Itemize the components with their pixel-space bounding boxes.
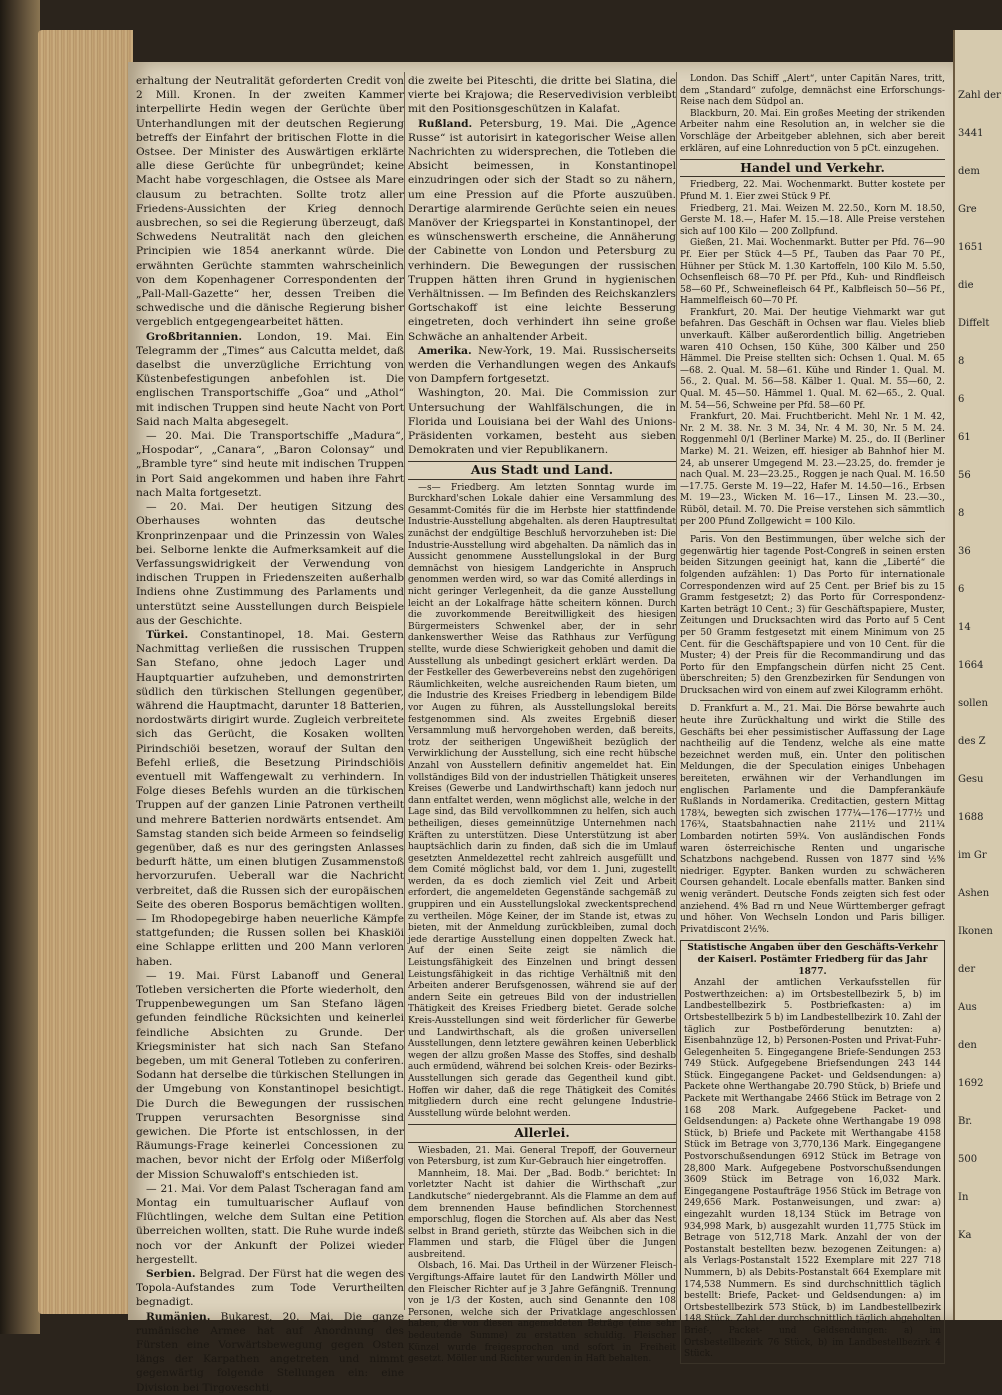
adjacent-page-fragment: der <box>958 964 976 975</box>
adjacent-page-fragment: 14 <box>958 622 971 633</box>
article-text: Wiesbaden, 21. Mai. General Trepoff, der Gouverneur von Petersburg, ist zum Kur-Gebrauch hier eingetroffen. <box>408 1145 676 1168</box>
section-heading: Serbien. <box>146 1268 196 1281</box>
adjacent-page-fragment: 1651 <box>958 242 984 253</box>
column-3 <box>680 74 945 1360</box>
adjacent-page-fragment: im Gr <box>958 850 987 861</box>
article-text: Frankfurt, 20. Mai. Fruchtbericht. Mehl Nr. 1 M. 42, Nr. 2 M. 38. Nr. 3 M. 34, Nr. 4 M. 30, Nr. 5 M. 24. Roggenmehl 0/1 (Berliner Marke) M. 25., do. II (Berliner Marke) M. 21. Weizen, eff. hiesiger ab Bahnhof hier M. 24, ab unserer Umgegend M. 23.—23.25, do. fremder je nach Qual. M. 23—23.25., Roggen je nach Qual. M. 16.50—17.75. Gerste M. 19—22, Hafer M. 14.50—16., Erbsen M. 19—23., Wicken M. 16—17., Linsen M. 23.—30., Rüböl, detail. M. 70. Die Preise verstehen sich sämmtlich per 200 Pfund Zollgewicht = 100 Kilo. <box>680 412 945 527</box>
statistics-box <box>680 940 945 1363</box>
book-binding <box>0 0 40 1334</box>
adjacent-page-fragment: 36 <box>958 546 971 557</box>
adjacent-page-fragment: 1664 <box>958 660 984 671</box>
article-text: Anzahl der amtlichen Verkaufsstellen für Postwerthzeichen: a) im Ortsbestellbezirk 5, b) im Landbestellbezirk 5. Postbriefkasten: a) im Ortsbestellbezirk 5 b) im Landbestellbezirk 10. Zahl der täglich zur Postbeförderung benutzten: a) Eisenbahnzüge 12, b) Personen-Posten und Privat-Fuhr-Gelegenheiten 5. Eingegangene Briefe-Sendungen 253 749 Stück. Aufgegebene Briefsendungen 243 144 Stück. Eingegangene Packet- und Geldsendungen: a) Packete ohne Werthangabe 20.790 Stück, b) Briefe und Packete mit Werthangabe 2466 Stück im Betrage von 2 168 208 Mark. Aufgegebene Packet- und Geldsendungen: a) Packete ohne Werthangabe 19 098 Stück, b) Briefe und Packete mit Werthangabe 4158 Stück im Betrage von 3,770,136 Mark. Eingegangene Postvorschußsendungen 6912 Stück im Betrage von 28,800 Mark. Aufgegebene Postvorschußsendungen 3609 Stück im Betrage von 16,032 Mark. Eingegangene Postaufträge 1956 Stück im Betrage von 249,656 Mark. Postanweisungen, und zwar: a) eingezahlt wurden 18,134 Stück im Betrage von 934,998 Mark, b) ausgezahlt wurden 11,775 Stück im Betrage von 512,718 Mark. Anzahl der von der Postanstalt bestellten bezw. bezogenen Zeitungen: a) als Verlags-Postanstalt 1522 Exemplare mit 227 718 Nummern, b) als Debits-Postanstalt 664 Exemplare mit 174,538 Nummern. Es sind durchschnittlich täglich bestellt: Briefe, Packet- und Geldsendungen: a) im Ortsbestellbezirk 573 Stück, b) im Landbestellbezirk 148 Stück. Zahl der durchschnittlich täglich abgeholten Brief-, Packet- und Geldsendungen: a) im Ortsbestellbezirk 76 Stück, b) im Landbestellbezirk 4 Stück. <box>684 978 941 1360</box>
adjacent-page-fragment: den <box>958 1040 977 1051</box>
article-text: Mannheim, 18. Mai. Der „Bad. Bodb.“ berichtet: In vorletzter Nacht ist dahier die Wirthschaft „zur Landkutsche“ niedergebrannt. Als die Flamme an dem auf dem brennenden Hause befindlichen Storchennest emporschlug, flogen die Storchen auf. Als aber das Nest selbst in Brand gerieth, stürzte das Weibchen sich in die Flammen und starb, die Flügel über die Jungen ausbreitend. <box>408 1168 676 1260</box>
section-title: Handel und Verkehr. <box>680 159 945 177</box>
adjacent-page-fragment: 61 <box>958 432 971 443</box>
adjacent-page-fragment: Gre <box>958 204 977 215</box>
article-text: Petersburg, 19. Mai. Die „Agence Russe“ ist autorisirt in kategorischer Weise allen Nachrichten zu widersprechen, die Totleben die Absicht beimessen, in Konstantinopel einzudringen oder sich der Stadt so zu nähern, um eine Pression auf die Pforte auszuüben. Derartige alarmirende Gerüchte seien ein neues Manöver der Kriegspartei in Konstantinopel, der es wünschenswerth erscheine, die Annäherung der Cabinette von London und Petersburg zu verhindern. Die Bewegungen der russischen Truppen hätten ihren Grund in hygienischen Verhältnissen. — Im Befinden des Reichskanzlers Gortschakoff ist eine leichte Besserung eingetreten, doch verhindert ihn seine große Schwäche an anhaltender Arbeit. <box>408 117 676 343</box>
adjacent-page-fragment: Zahl der <box>958 90 1001 101</box>
article-text: — 20. Mai. Der heutigen Sitzung des Oberhauses wohnten das deutsche Kronprinzenpaar und die Prinzessin von Wales bei. Selborne lenkte die Aufmerksamkeit auf die Verfassungswidrigkeit der Verwendung von indischen Truppen in Friedenszeiten außerhalb Indiens ohne Zustimmung des Parlaments und unterstützt seine Ausstellungen durch Beispiele aus der Geschichte. <box>136 501 404 627</box>
article-text: die zweite bei Piteschti, die dritte bei Slatina, die vierte bei Krajowa; die Reservedivision verbleibt mit den Positionsgeschützen in Kalafat. <box>408 75 676 116</box>
article-text: — 19. Mai. Fürst Labanoff und General Totleben versicherten die Pforte wiederholt, den Truppenbewegungen um San Stefano lägen gefunden feindliche Rücksichten und keinerlei feindliche Absichten zu Grunde. Der Kriegsminister hat sich nach San Stefano begeben, um mit General Totleben zu conferiren. Sodann hat derselbe die türkischen Stellungen in der Umgebung von Konstantinopel besichtigt. Die Durch die Bewegungen der russischen Truppen verursachten Besorgnisse sind gewichen. Die Pforte ist entschlossen, in der Räumungs-Frage keinerlei Concessionen zu machen, bevor nicht der Erfolg oder Mißerfolg der Mission Schuwaloff's entschieden ist. <box>136 969 404 1181</box>
adjacent-page-fragment: sollen <box>958 698 988 709</box>
article-text: Blackburn, 20. Mai. Ein großes Meeting der strikenden Arbeiter nahm eine Resolution an, in welcher sie die Vorschläge der Arbeitgeber ablehnen, sich aber bereit erklären, auf eine Lohnreduction von 5 pCt. einzugehen. <box>680 108 945 154</box>
article-text: London, 19. Mai. Ein Telegramm der „Times“ aus Calcutta meldet, daß daselbst die unverzügliche Errichtung von Küstenbefestigungen anbefohlen ist. Die englischen Transportschiffe „Goa“ und „Athol“ mit indischen Truppen sind heute Nacht von Port Said nach Malta abgesegelt. <box>136 330 404 428</box>
column-rule <box>404 72 405 1310</box>
section-heading: Türkei. <box>146 628 189 641</box>
article-text: Friedberg, 21. Mai. Weizen M. 22.50., Korn M. 18.50, Gerste M. 18.—, Hafer M. 15.—18. Alle Preise verstehen sich auf 100 Kilo — 200 Zollpfund. <box>680 203 945 237</box>
adjacent-page-fragment: 8 <box>958 356 965 367</box>
article-text: —s— Friedberg. Am letzten Sonntag wurde im Burckhard'schen Lokale dahier eine Versammlung des Gesammt-Comités für die im Herbste hier stattfindende Industrie-Ausstellung abgehalten. als deren Hauptresultat zunächst der endgültige Beschluß hervorzuheben ist: Die Industrie-Ausstellung wird abgehalten. Da nämlich das in Aussicht genommene Ausstellungslokal in der Burg demnächst von hiesigem Landgerichte in Anspruch genommen werden wird, so war das Comité allerdings in nicht geringer Verlegenheit, da die ganze Ausstellung leicht an der Lokalfrage hätte scheitern können. Durch die zuvorkommende Bereitwilligkeit des hiesigen Bürgermeisters Schwenkel aber, der in sehr dankenswerther Weise das Rathhaus zur Verfügung stellte, wurde diese Schwierigkeit gehoben und damit die Ausstellung als unbedingt gesichert erklärt werden. Da der Festkeller des Gewerbevereins nebst den zugehörigen Räumlichkeiten, welche ausreichenden Raum bieten, um die Industrie des Kreises Friedberg in lebendigem Bilde vor Augen zu führen, als Ausstellungslokal bereits festgenommen sind. Als zweites Ergebniß dieser Versammlung muß hervorgehoben werden, daß bereits, trotz der seitherigen Ungewißheit bezüglich der Verwirklichung der Ausstellung, sich eine recht hübsche Anzahl von Ausstellern definitiv angemeldet hat. Ein vollständiges Bild von der industriellen Thätigkeit unseres Kreises (Gewerbe und Landwirthschaft) kann jedoch nur dann entfaltet werden, wenn möglichst alle, welche in der Lage sind, das Bild vervollkommnen zu helfen, sich auch betheiligen, dieses gemeinnützige Unternehmen nach Kräften zu unterstützen. Diese Unterstützung ist aber hauptsächlich darin zu finden, daß sich die im Umlauf gesetzten Anmeldezettel recht zahlreich ausgefüllt und dem Comité möglichst bald, vor dem 1. Juni, zugestellt werden, da es doch ziemlich viel Zeit und Arbeit erfordert, die angemeldeten Gegenstände sachgemäß zu gruppiren und ein Ausstellungslokal zweckentsprechend zu vertheilen. Möge Keiner, der im Stande ist, etwas zu bieten, mit der Anmeldung zurückbleiben, zumal doch jede derartige Ausstellung einen doppelten Zweck hat. Auf der einen Seite zeigt sie nämlich die Leistungsfähigkeit des Einzelnen und bringt dessen Leistungsfähigkeit in das richtige Verhältniß mit den Arbeiten anderer Berufsgenossen, während sie auf der andern Seite ein getreues Bild von der industriellen Thätigkeit des Kreises Friedberg bietet. Gerade solche Kreis-Ausstellungen sind weit förderlicher für Gewerbe und Landwirthschaft, als die großen universellen Ausstellungen, denn letztere gewähren keinen Ueberblick wegen der allzu großen Masse des Stoffes, sind deshalb auch ermüdend, während bei solchen Kreis- oder Bezirks-Ausstellungen sich gerade das Gegentheil kund gibt. Hoffen wir daher, daß die rege Thätigkeit des Comités mitgliedern durch eine recht gelungene Industrie-Ausstellung würde belohnt werden. <box>408 482 676 1119</box>
section-heading: Großbritannien. <box>146 330 243 343</box>
adjacent-page-fragment: 3441 <box>958 128 984 139</box>
adjacent-page-fragment: Gesu <box>958 774 984 785</box>
adjacent-page-fragment: Br. <box>958 1116 973 1127</box>
article-text: Gießen, 21. Mai. Wochenmarkt. Butter per Pfd. 76—90 Pf. Eier per Stück 4—5 Pf., Tauben das Paar 70 Pf., Hühner per Stück M. 1.30 Kartoffeln, 100 Kilo M. 5.50, Ochsenfleisch 68—70 Pf. per Pfd., Kuh- und Rindfleisch 58—60 Pf., Schweinefleisch 64 Pf., Kalbfleisch 50—56 Pf., Hammelfleisch 60—70 Pf. <box>680 238 945 307</box>
section-title: Allerlei. <box>408 1124 676 1142</box>
adjacent-page-fragment: 8 <box>958 508 965 519</box>
article-text: — 20. Mai. Die Transportschiffe „Madura“, „Hospodar“, „Canara“, „Baron Colonsay“ und „Bramble tyre“ sind heute mit indischen Truppen in Port Said angekommen und haben ihre Fahrt nach Malta fortgesetzt. <box>136 430 404 499</box>
adjacent-page-fragment: Diffelt <box>958 318 990 329</box>
adjacent-page-fragment: 6 <box>958 584 965 595</box>
section-heading: Rußland. <box>418 117 473 130</box>
article-text: Belgrad. Der Fürst hat die wegen des Topola-Aufstandes zum Tode Verurtheilten begnadigt. <box>136 1268 405 1309</box>
adjacent-page-edge <box>953 30 1002 1320</box>
adjacent-page-fragment: Ikonen <box>958 926 993 937</box>
newspaper-page <box>128 62 953 1394</box>
column-1 <box>136 74 405 1394</box>
section-heading: Amerika. <box>418 344 472 357</box>
article-text: — 21. Mai. Vor dem Palast Tscheragan fand am Montag ein tumultuarischer Auflauf von Flüchtlingen, welche dem Sultan eine Petition überreichen wollten, statt. Die Ruhe wurde indeß noch vor der Ankunft der Polizei wieder hergestellt. <box>136 1182 404 1266</box>
article-text: erhaltung der Neutralität geforderten Credit von 2 Mill. Kronen. In der zweiten Kammer interpellirte Hedin wegen der Gerüchte über Unterhandlungen mit der deutschen Regierung betreffs der Einfahrt der britischen Flotte in die Ostsee. Der Minister des Auswärtigen erklärte alle diese Gerüchte für unbegründet; keine Macht habe vorgeschlagen, die Ostsee als Mare clausum zu betrachten. Sollte trotz aller Friedens-Aussichten der Krieg dennoch ausbrechen, so sei die Regierung überzeugt, daß Schwedens Neutralität nach den gleichen Principien wie 1854 anerkannt würde. Die erwähnten Gerüchte stammten wahrscheinlich von dem Kopenhagener Correspondenten der „Pall-Mall-Gazette“ her, dessen Treiben die schwedische und die dänische Regierung bisher vergeblich entgegengearbeitet hätten. <box>136 75 404 329</box>
article-text: Friedberg, 22. Mai. Wochenmarkt. Butter kostete per Pfund M. 1. Eier zwei Stück 9 Pf. <box>680 180 945 202</box>
adjacent-page-fragment: 56 <box>958 470 971 481</box>
adjacent-page-fragment: 1688 <box>958 812 984 823</box>
adjacent-page-fragment: In <box>958 1192 969 1203</box>
adjacent-page-fragment: Ka <box>958 1230 972 1241</box>
article-text: Paris. Von den Bestimmungen, über welche sich der gegenwärtig hier tagende Post-Congreß in seinen ersten beiden Sitzungen geeinigt hat, kann die „Liberté“ die folgenden aufzählen: 1) Das Porto für internationale Correspondenzen wird auf 25 Cent. per Brief bis zu 15 Gramm festgesetzt; 2) das Porto für Correspondenz-Karten beträgt 10 Cent.; 3) für Geschäftspapiere, Muster, Zeitungen und Drucksachten wird das Porto auf 5 Cent per 50 Gramm festgesetzt mit einem Minimum von 25 Cent. für die Geschäftspapiere und von 10 Cent. für die Muster; 4) der Preis für die Recommandirung und das Porto für den Empfangschein dürfen nicht 25 Cent. überschreiten; 5) den Grenzbezirken für Sendungen von Drucksachen wird von einem auf zwei Kilogramm erhöht. <box>680 535 945 696</box>
article-text: Olsbach, 16. Mai. Das Urtheil in der Würzener Fleisch-Vergiftungs-Affaire lautet für den Landwirth Möller und den Fleischer Richter auf je 3 Jahre Gefängniß. Trennung von je 1/3 der Kosten, auch sind Genannte den 108 Personen, welche sich der Privatklage angeschlossen haben, die von diesen angemeldeten Beträge (eine sehr bedeutende Summe) zu erstatten schuldig. Fleischer Künzel wurde freigesprochen und sofort in Freiheit gesetzt. Möller und Richter wurden in Haft behalten. <box>408 1261 676 1365</box>
section-title: Aus Stadt und Land. <box>408 461 676 479</box>
article-text: Constantinopel, 18. Mai. Gestern Nachmittag verließen die russischen Truppen San Stefano, ohne jedoch Lager und Hauptquartier aufzuheben, und demonstrirten südlich den türkischen Stellungen gegenüber, während die Hauptmacht, darunter 18 Batterien, nordostwärts dirigirt wurde. Zugleich verbreitete sich das Gerücht, die Kosaken wollten Pirindschiöi besetzen, worauf der Sultan den Befehl erließ, die Besetzung Pirindschiöis eventuell mit Waffengewalt zu verhindern. In Folge dieses Befehls wurden an die türkischen Truppen auf der ganzen Linie Patronen vertheilt und mehrere Batterien nordwärts entsendet. Am Samstag standen sich beide Armeen so feindselig gegenüber, daß es nur des geringsten Anlasses bedurft hätte, um einen blutigen Zusammenstoß hervorzurufen. Ueberall war die Nachricht verbreitet, daß die Russen sich der europäischen Seite des oberen Bosporus bemächtigen wollten. — Im Rhodopegebirge haben neuerliche Kämpfe stattgefunden; die Russen sollen bei Khaskiöi eine Schlappe erlitten und 200 Mann verloren haben. <box>136 628 404 968</box>
article-text: Bukarest, 20. Mai. Die ganze rumänische Armee hat auf Anordnung des Fürsten eine Vorwärtsbewegung gegen Osten längs der Karpathen angetreten und nimmt gegenwärtig folgende Stellungen ein: eine Division bei Tirgoveschti, <box>136 1310 404 1394</box>
adjacent-page-fragment: Ashen <box>958 888 990 899</box>
article-text: New-York, 19. Mai. Russischerseits werden die Verhandlungen wegen des Ankaufs von Dampfern fortgesetzt. <box>408 344 676 386</box>
section-heading: Rumänien. <box>146 1310 211 1323</box>
divider <box>700 531 925 532</box>
column-2 <box>408 74 676 1365</box>
article-text: Frankfurt, 20. Mai. Der heutige Viehmarkt war gut befahren. Das Geschäft in Ochsen war flau. Vieles blieb unverkauft. Kälber außerordentlich billig. Angetrieben waren 410 Ochsen, 150 Kühe, 300 Kälber und 250 Hämmel. Die Preise stellten sich: Ochsen 1. Qual. M. 65—68. 2. Qual. M. 58—61. Kühe und Rinder 1. Qual. M. 56., 2. Qual. M. 56—58. Kälber 1. Qual. M. 55—60, 2. Qual. M. 45—50. Hämmel 1. Qual. M. 62—65., 2. Qual. M. 54—56, Schweine per Pfd. 58—60 Pf. <box>680 307 945 411</box>
column-rule <box>676 72 677 1310</box>
adjacent-page-fragment: dem <box>958 166 980 177</box>
adjacent-page-fragment: 500 <box>958 1154 978 1165</box>
article-text: London. Das Schiff „Alert“, unter Capitän Nares, tritt, dem „Standard“ zufolge, demnächst eine Erforschungs-Reise nach dem Südpol an. <box>680 74 945 108</box>
article-text: D. Frankfurt a. M., 21. Mai. Die Börse bewahrte auch heute ihre Zurückhaltung und wirkt die Stille des Geschäfts bei eher pessimistischer Auffassung der Lage nachtheilig auf die Tendenz, welche als eine matte bezeichnet werden muß, ein. Unter den politischen Meldungen, die der Speculation einiges Unbehagen bereiteten, erwähnen wir der Verhandlungen im englischen Parlamente und die Dampferankäufe Rußlands in Nordamerika. Creditactien, gestern Mittag 178¾, bewegten sich zwischen 177¼—176—177½ und 176¾, Staatsbahnactien nahe 211½ und 211¼ Lombarden notirten 59¾. Von ausländischen Fonds waren österreichische Renten und ungarische Schatzbons nachgebend. Russen von 1877 sind ½% niedriger. Egypter. Banken wurden zu schwächeren Coursen gehandelt. Locale ebenfalls matter. Banken sind wenig verändert. Deutsche Fonds zeigten sich fest oder anziehend. 4% Bad rn und Neue Württemberger gefragt und höher. Von Wechseln London und Paris billiger. Privatdiscont 2½%. <box>680 704 945 935</box>
page-stack-edge <box>38 30 133 1314</box>
adjacent-page-fragment: 6 <box>958 394 965 405</box>
adjacent-page-fragment: Aus <box>958 1002 977 1013</box>
article-text: Washington, 20. Mai. Die Commission zur Untersuchung der Wahlfälschungen, die in Florida und Louisiana bei der Wahl des Unions-Präsidenten vorkamen, besteht aus sieben Demokraten und vier Republikanern. <box>408 387 676 457</box>
adjacent-page-fragment: des Z <box>958 736 986 747</box>
adjacent-page-fragment: die <box>958 280 974 291</box>
box-title: Statistische Angaben über den Geschäfts-Verkehr der Kaiserl. Postämter Friedberg für das Jahr 1877. <box>687 943 938 977</box>
divider <box>700 700 925 701</box>
adjacent-page-fragment: 1692 <box>958 1078 984 1089</box>
